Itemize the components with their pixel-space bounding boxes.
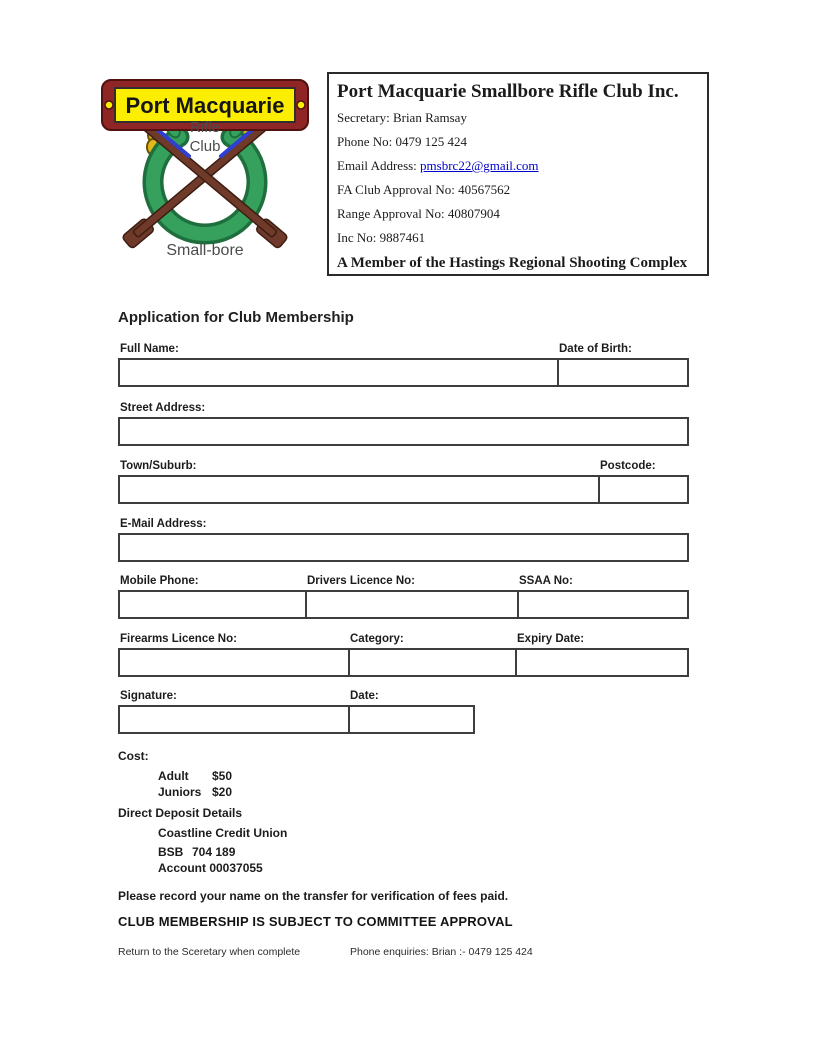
field-label-firearms-licence-no: Firearms Licence No: xyxy=(120,633,237,645)
field-box-ssaa-no[interactable] xyxy=(517,590,689,619)
cost-item-value-juniors: $20 xyxy=(212,785,233,799)
cost-item-juniors xyxy=(118,784,538,800)
field-label-e-mail-address: E-Mail Address: xyxy=(120,518,207,530)
phone-line: Phone No: 0479 125 424 xyxy=(337,134,467,149)
form-field-row xyxy=(118,459,689,504)
logo-text-smallbore: Small-bore xyxy=(166,242,244,259)
field-label-expiry-date: Expiry Date: xyxy=(517,633,585,645)
field-cell-town-suburb xyxy=(118,459,600,504)
field-cell-expiry-date xyxy=(515,632,689,677)
logo-text-club: Club xyxy=(189,138,221,155)
cost-heading: Cost: xyxy=(118,749,149,763)
club-email-link[interactable]: pmsbrc22@gmail.com xyxy=(420,158,539,173)
field-label-date-of-birth: Date of Birth: xyxy=(559,343,632,355)
secretary-line: Secretary: Brian Ramsay xyxy=(337,110,467,125)
inc-no-line: Inc No: 9887461 xyxy=(337,230,426,245)
field-cell-e-mail-address xyxy=(118,517,689,562)
club-info-box xyxy=(327,72,709,276)
field-box-street-address[interactable] xyxy=(118,417,689,446)
form-field-row xyxy=(118,517,689,562)
field-label-signature: Signature: xyxy=(120,690,177,702)
field-box-full-name[interactable] xyxy=(118,358,559,387)
bsb-label: BSB xyxy=(158,845,184,859)
form-field-row xyxy=(118,342,689,387)
field-label-date: Date: xyxy=(350,690,379,702)
email-label: Email Address: xyxy=(337,158,421,173)
field-label-category: Category: xyxy=(350,633,404,645)
bsb-line xyxy=(158,844,538,860)
range-approval-line: Range Approval No: 40807904 xyxy=(337,206,500,221)
field-cell-category xyxy=(348,632,517,677)
field-box-e-mail-address[interactable] xyxy=(118,533,689,562)
sign-board-text: Port Macquarie xyxy=(125,93,285,118)
cost-item-value-adult: $50 xyxy=(212,769,233,783)
approval-note: CLUB MEMBERSHIP IS SUBJECT TO COMMITTEE APPROVAL xyxy=(118,914,513,929)
field-label-town-suburb: Town/Suburb: xyxy=(120,460,197,472)
member-complex-line: A Member of the Hastings Regional Shooting Complex xyxy=(337,255,688,271)
field-box-town-suburb[interactable] xyxy=(118,475,600,504)
form-field-row xyxy=(118,401,689,446)
field-cell-date xyxy=(348,689,475,734)
field-label-full-name: Full Name: xyxy=(120,343,179,355)
cost-item-adult xyxy=(118,768,538,784)
field-box-mobile-phone[interactable] xyxy=(118,590,307,619)
club-logo xyxy=(100,74,310,272)
field-box-category[interactable] xyxy=(348,648,517,677)
field-label-mobile-phone: Mobile Phone: xyxy=(120,575,199,587)
field-box-date[interactable] xyxy=(348,705,475,734)
field-cell-ssaa-no xyxy=(517,574,689,619)
field-cell-full-name xyxy=(118,342,559,387)
bank-name: Coastline Credit Union xyxy=(158,826,288,840)
field-box-drivers-licence-no[interactable] xyxy=(305,590,519,619)
field-cell-drivers-licence-no xyxy=(305,574,519,619)
account-number: Account 00037055 xyxy=(158,861,263,875)
field-cell-street-address xyxy=(118,401,689,446)
phone-enquiries-note: Phone enquiries: Brian :- 0479 125 424 xyxy=(350,946,533,958)
field-cell-firearms-licence-no xyxy=(118,632,350,677)
form-field-row xyxy=(118,689,475,734)
club-logo-graphic xyxy=(100,74,310,272)
field-box-date-of-birth[interactable] xyxy=(557,358,689,387)
field-label-postcode: Postcode: xyxy=(600,460,656,472)
field-label-drivers-licence-no: Drivers Licence No: xyxy=(307,575,416,587)
email-line xyxy=(337,158,699,173)
field-cell-signature xyxy=(118,689,350,734)
field-label-ssaa-no: SSAA No: xyxy=(519,575,573,587)
club-title: Port Macquarie Smallbore Rifle Club Inc. xyxy=(337,81,679,102)
field-box-expiry-date[interactable] xyxy=(515,648,689,677)
bsb-value: 704 189 xyxy=(192,845,236,859)
return-note: Return to the Sceretary when complete xyxy=(118,946,301,958)
field-cell-date-of-birth xyxy=(557,342,689,387)
field-label-street-address: Street Address: xyxy=(120,402,206,414)
field-box-firearms-licence-no[interactable] xyxy=(118,648,350,677)
field-cell-mobile-phone xyxy=(118,574,307,619)
deposit-heading: Direct Deposit Details xyxy=(118,806,243,820)
transfer-note: Please record your name on the transfer for verification of fees paid. xyxy=(118,889,509,903)
form-heading: Application for Club Membership xyxy=(118,309,354,326)
form-field-row xyxy=(118,632,689,677)
field-box-postcode[interactable] xyxy=(598,475,689,504)
cost-block xyxy=(118,748,538,876)
cost-item-label-juniors: Juniors xyxy=(158,785,202,799)
form-field-row xyxy=(118,574,689,619)
logo-text-rifle: Rifle xyxy=(189,119,221,136)
cost-items xyxy=(118,768,538,800)
cost-item-label-adult: Adult xyxy=(158,769,189,783)
field-box-signature[interactable] xyxy=(118,705,350,734)
fa-approval-line: FA Club Approval No: 40567562 xyxy=(337,182,511,197)
field-cell-postcode xyxy=(598,459,689,504)
